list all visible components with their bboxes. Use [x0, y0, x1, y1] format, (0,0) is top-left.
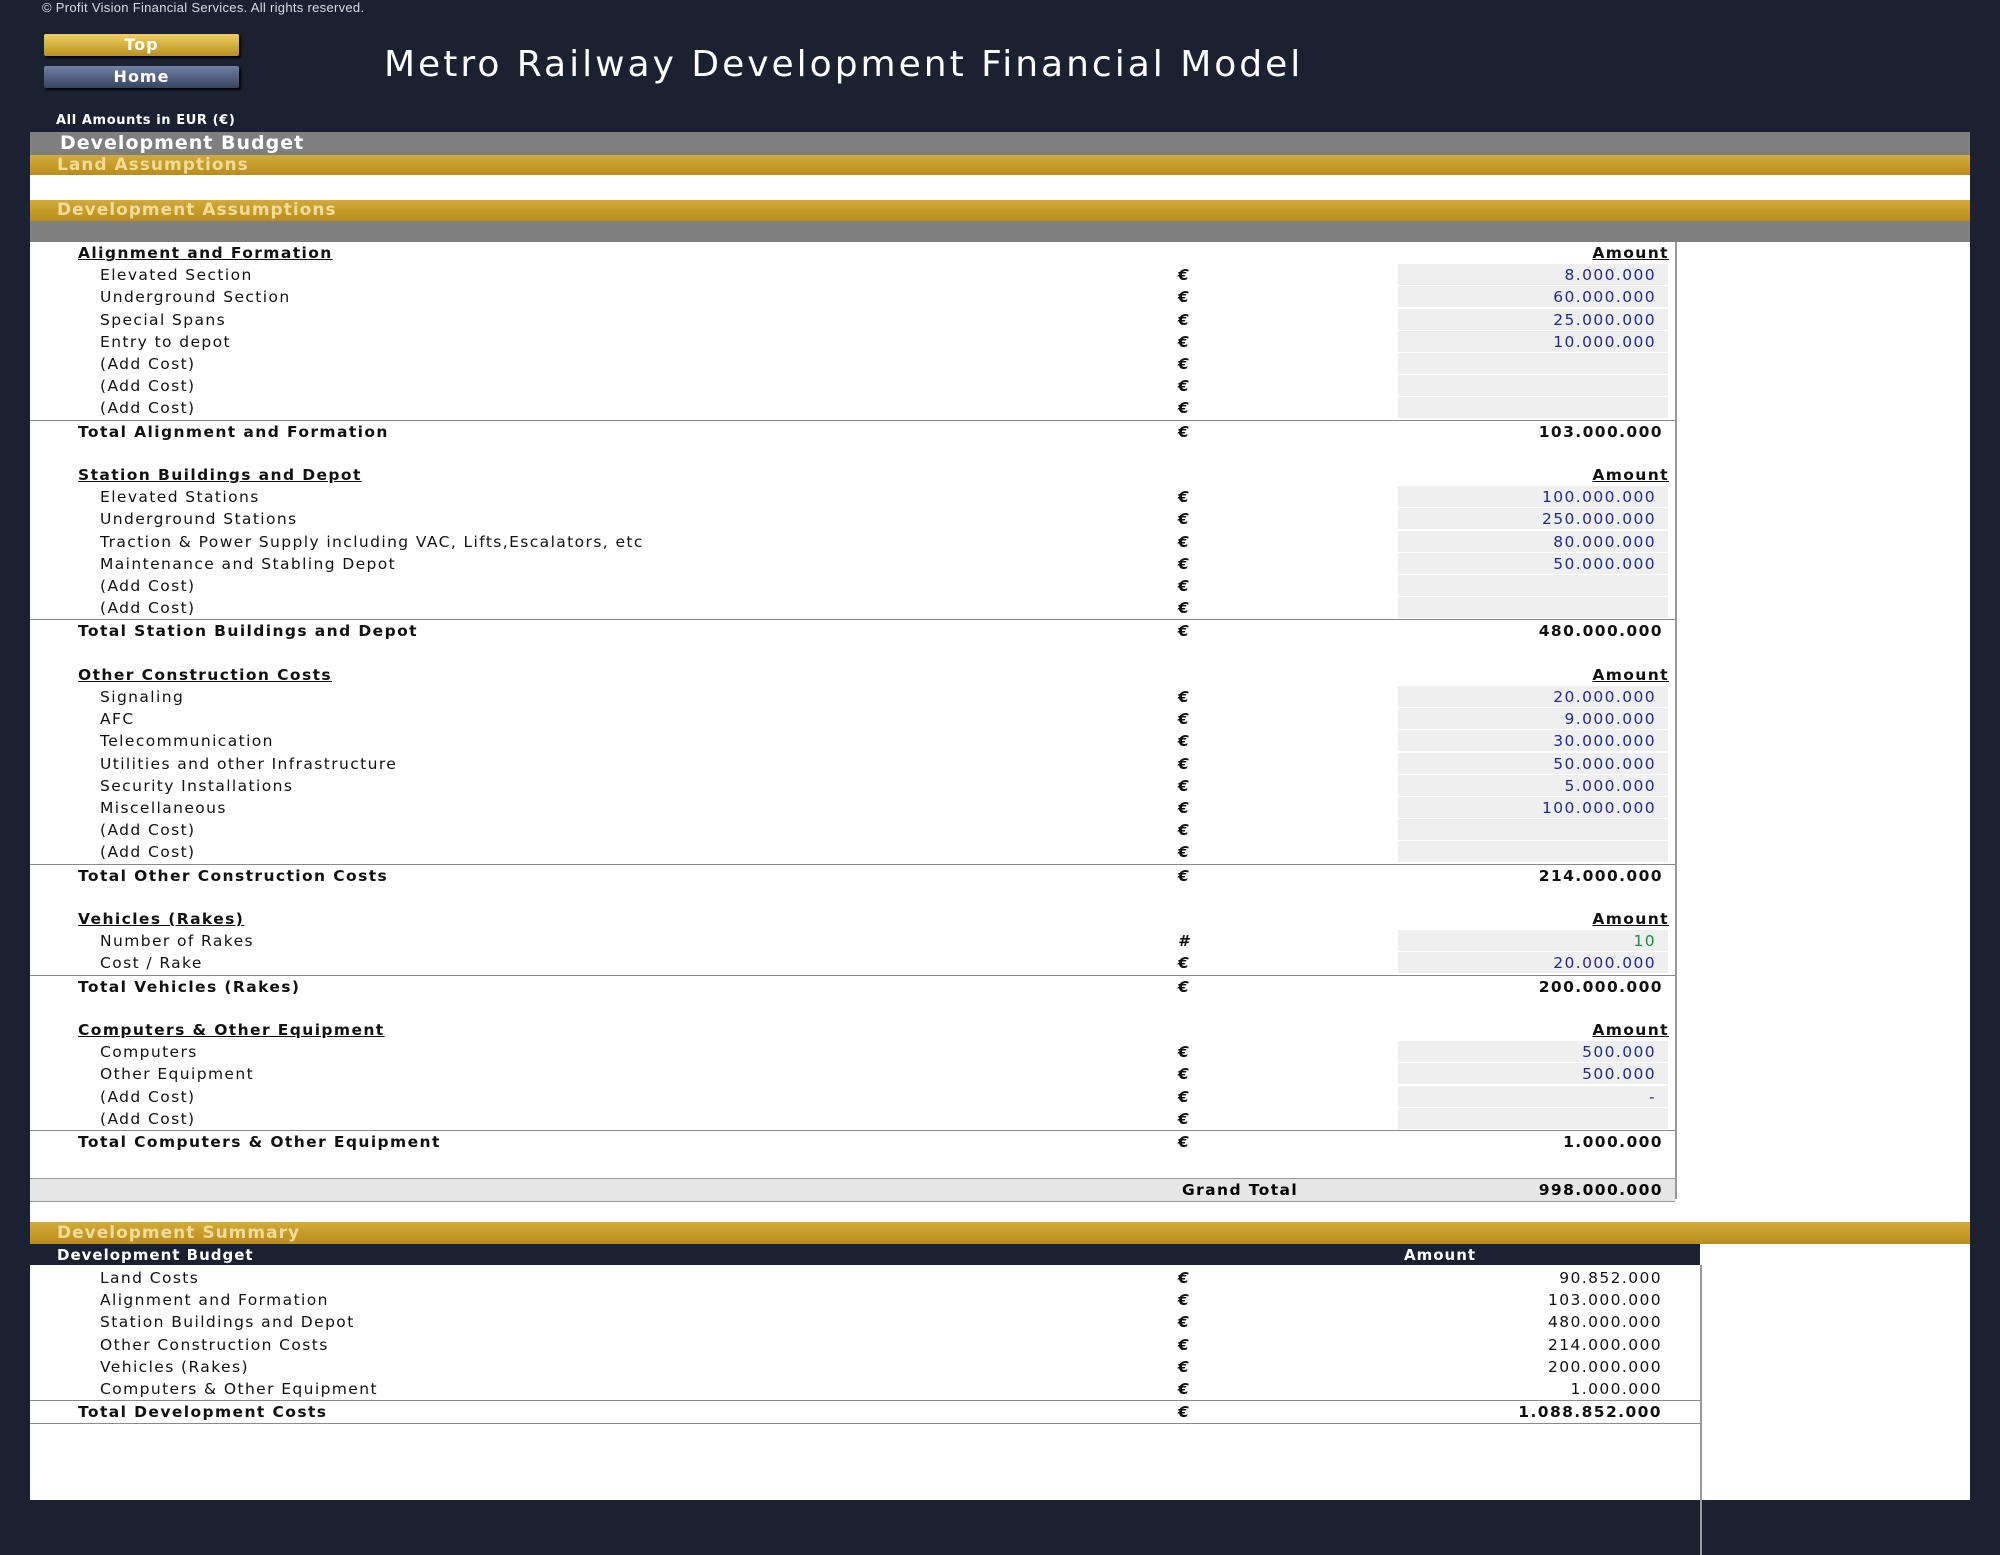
- summary-value: 1.000.000: [1570, 1380, 1662, 1398]
- line-item-row: [30, 375, 1675, 397]
- unit-symbol: €: [1178, 1313, 1191, 1332]
- summary-row: [30, 1356, 1700, 1378]
- section-title: Other Construction Costs: [78, 665, 333, 684]
- amount-column-header: Amount: [1592, 910, 1669, 928]
- line-item-label: (Add Cost): [100, 399, 196, 418]
- unit-symbol: €: [1178, 310, 1191, 329]
- unit-symbol: €: [1178, 554, 1191, 573]
- input-cell[interactable]: 25.000.000: [1398, 309, 1668, 331]
- input-cell[interactable]: 100.000.000: [1398, 797, 1668, 819]
- unit-symbol: €: [1178, 355, 1191, 373]
- total-row: [30, 1130, 1675, 1153]
- currency-note: All Amounts in EUR (€): [56, 113, 236, 128]
- line-item-row: [30, 531, 1675, 553]
- total-value: 214.000.000: [1538, 866, 1663, 885]
- input-cell[interactable]: 500.000: [1398, 1063, 1668, 1085]
- line-item-label: Utilities and other Infrastructure: [100, 754, 398, 773]
- unit-symbol: €: [1178, 1269, 1191, 1287]
- input-cell[interactable]: 100.000.000: [1398, 486, 1668, 508]
- input-cell[interactable]: 9.000.000: [1398, 708, 1668, 730]
- line-item-row: [30, 1041, 1675, 1063]
- line-item-label: AFC: [100, 710, 135, 729]
- total-value: 103.000.000: [1538, 422, 1663, 441]
- total-row: [30, 975, 1675, 998]
- summary-row: [30, 1267, 1700, 1289]
- input-cell[interactable]: 50.000.000: [1398, 753, 1668, 775]
- line-item-row: [30, 397, 1675, 419]
- line-item-label: Computers: [100, 1043, 198, 1062]
- unit-symbol: €: [1178, 1133, 1191, 1151]
- top-button[interactable]: Top: [44, 34, 239, 56]
- input-cell[interactable]: 60.000.000: [1398, 286, 1668, 308]
- input-cell[interactable]: 30.000.000: [1398, 730, 1668, 752]
- line-item-label: Other Equipment: [100, 1065, 255, 1084]
- line-item-row: [30, 930, 1675, 952]
- section-header-row: [30, 242, 1675, 264]
- line-item-label: Cost / Rake: [100, 954, 203, 973]
- unit-symbol: €: [1178, 1380, 1191, 1398]
- section-header-row: [30, 1019, 1675, 1041]
- line-item-label: Underground Section: [100, 288, 291, 307]
- unit-symbol: €: [1178, 1087, 1191, 1106]
- line-item-row: [30, 1063, 1675, 1085]
- line-item-row: [30, 730, 1675, 752]
- unit-symbol: €: [1178, 377, 1191, 396]
- development-summary-band[interactable]: Development Summary: [30, 1222, 1970, 1244]
- line-item-label: (Add Cost): [100, 599, 196, 618]
- summary-label: Computers & Other Equipment: [100, 1380, 378, 1398]
- total-label: Total Station Buildings and Depot: [78, 622, 418, 641]
- summary-total-label: Total Development Costs: [78, 1403, 328, 1422]
- total-value: 1.000.000: [1563, 1133, 1663, 1151]
- unit-symbol: €: [1178, 266, 1191, 285]
- grand-total-value: 998.000.000: [1538, 1181, 1663, 1199]
- unit-symbol: €: [1178, 710, 1191, 729]
- section-header-row: [30, 664, 1675, 686]
- development-assumptions-band[interactable]: Development Assumptions: [30, 200, 1970, 221]
- line-item-label: (Add Cost): [100, 821, 196, 840]
- line-item-label: (Add Cost): [100, 1109, 196, 1128]
- unit-symbol: €: [1178, 399, 1191, 418]
- amount-column-header: Amount: [1592, 466, 1669, 484]
- summary-label: Other Construction Costs: [100, 1335, 329, 1354]
- summary-total-value: 1.088.852.000: [1518, 1403, 1662, 1422]
- unit-symbol: €: [1178, 532, 1191, 551]
- unit-symbol: €: [1178, 821, 1191, 840]
- grand-total-row: [30, 1178, 1675, 1202]
- unit-symbol: €: [1178, 510, 1191, 529]
- unit-symbol: €: [1178, 688, 1191, 706]
- input-cell[interactable]: [1398, 353, 1668, 375]
- unit-symbol: €: [1178, 1291, 1191, 1310]
- unit-symbol: €: [1178, 1403, 1191, 1422]
- unit-symbol: €: [1178, 799, 1191, 817]
- total-value: 200.000.000: [1538, 977, 1663, 996]
- unit-symbol: €: [1178, 422, 1191, 441]
- line-item-row: [30, 508, 1675, 530]
- line-item-row: [30, 841, 1675, 863]
- assumptions-table: [30, 242, 1677, 1199]
- section-divider: [30, 221, 1970, 242]
- unit-symbol: €: [1178, 622, 1191, 641]
- line-item-row: [30, 753, 1675, 775]
- input-cell[interactable]: [1398, 597, 1668, 619]
- line-item-label: Miscellaneous: [100, 799, 227, 817]
- unit-symbol: €: [1178, 599, 1191, 618]
- section-header-row: [30, 908, 1675, 930]
- unit-symbol: €: [1178, 488, 1191, 507]
- unit-symbol: €: [1178, 1335, 1191, 1354]
- summary-label: Vehicles (Rakes): [100, 1357, 249, 1376]
- total-row: [30, 864, 1675, 887]
- section-title: Station Buildings and Depot: [78, 466, 362, 484]
- summary-row: [30, 1289, 1700, 1311]
- input-cell[interactable]: [1398, 819, 1668, 841]
- unit-symbol: €: [1178, 776, 1191, 795]
- total-row: [30, 619, 1675, 642]
- line-item-row: [30, 264, 1675, 286]
- land-assumptions-band[interactable]: Land Assumptions: [30, 155, 1970, 175]
- line-item-label: Elevated Stations: [100, 488, 260, 507]
- summary-value: 103.000.000: [1547, 1291, 1662, 1310]
- total-label: Total Other Construction Costs: [78, 866, 389, 885]
- summary-header: [30, 1244, 1700, 1265]
- summary-header-label: Development Budget: [57, 1246, 254, 1264]
- input-cell[interactable]: [1398, 397, 1668, 419]
- line-item-row: [30, 775, 1675, 797]
- development-budget-band: Development Budget: [30, 132, 1970, 155]
- line-item-row: [30, 353, 1675, 375]
- line-item-label: (Add Cost): [100, 377, 196, 396]
- line-item-row: [30, 686, 1675, 708]
- total-row: [30, 420, 1675, 443]
- summary-value: 200.000.000: [1547, 1357, 1662, 1376]
- line-item-row: [30, 331, 1675, 353]
- line-item-row: [30, 1108, 1675, 1130]
- input-cell[interactable]: 250.000.000: [1398, 508, 1668, 530]
- summary-label: Land Costs: [100, 1269, 200, 1287]
- line-item-label: Entry to depot: [100, 332, 232, 351]
- total-label: Total Computers & Other Equipment: [78, 1133, 441, 1151]
- summary-table: [30, 1265, 1702, 1555]
- input-cell[interactable]: 20.000.000: [1398, 686, 1668, 708]
- line-item-label: Special Spans: [100, 310, 227, 329]
- total-value: 480.000.000: [1538, 622, 1663, 641]
- summary-value: 480.000.000: [1547, 1313, 1662, 1332]
- unit-symbol: €: [1178, 732, 1191, 751]
- line-item-row: [30, 597, 1675, 619]
- summary-label: Alignment and Formation: [100, 1291, 329, 1310]
- line-item-label: Security Installations: [100, 776, 294, 795]
- line-item-row: [30, 708, 1675, 730]
- line-item-label: (Add Cost): [100, 577, 196, 595]
- copyright-text: © Profit Vision Financial Services. All rights reserved.: [42, 0, 365, 15]
- unit-symbol: €: [1178, 977, 1191, 996]
- unit-symbol: €: [1178, 843, 1191, 862]
- summary-row: [30, 1311, 1700, 1333]
- line-item-label: (Add Cost): [100, 1087, 196, 1106]
- unit-symbol: €: [1178, 1065, 1191, 1084]
- summary-row: [30, 1378, 1700, 1400]
- summary-total-row: [30, 1400, 1700, 1424]
- home-button[interactable]: Home: [44, 66, 239, 88]
- section-title: Computers & Other Equipment: [78, 1021, 385, 1039]
- summary-value: 90.852.000: [1559, 1269, 1662, 1287]
- line-item-label: Traction & Power Supply including VAC, Lifts,Escalators, etc: [100, 532, 644, 551]
- unit-symbol: €: [1178, 954, 1191, 973]
- line-item-row: [30, 553, 1675, 575]
- line-item-label: Underground Stations: [100, 510, 298, 529]
- summary-row: [30, 1334, 1700, 1356]
- input-cell[interactable]: [1398, 841, 1668, 863]
- line-item-row: [30, 575, 1675, 597]
- unit-symbol: €: [1178, 1043, 1191, 1062]
- section-header-row: [30, 464, 1675, 486]
- section-title: Vehicles (Rakes): [78, 910, 245, 928]
- total-label: Total Vehicles (Rakes): [78, 977, 301, 996]
- line-item-row: [30, 309, 1675, 331]
- summary-label: Station Buildings and Depot: [100, 1313, 355, 1332]
- input-cell[interactable]: 10: [1398, 930, 1668, 952]
- input-cell[interactable]: [1398, 1108, 1668, 1130]
- amount-column-header: Amount: [1592, 244, 1669, 262]
- line-item-row: [30, 286, 1675, 308]
- line-item-label: (Add Cost): [100, 843, 196, 862]
- unit-symbol: €: [1178, 288, 1191, 307]
- line-item-label: Maintenance and Stabling Depot: [100, 554, 397, 573]
- input-cell[interactable]: 50.000.000: [1398, 553, 1668, 575]
- input-cell[interactable]: -: [1398, 1086, 1668, 1108]
- input-cell[interactable]: 500.000: [1398, 1041, 1668, 1063]
- input-cell[interactable]: 80.000.000: [1398, 531, 1668, 553]
- line-item-row: [30, 819, 1675, 841]
- line-item-label: Elevated Section: [100, 266, 253, 285]
- input-cell[interactable]: 5.000.000: [1398, 775, 1668, 797]
- input-cell[interactable]: 8.000.000: [1398, 264, 1668, 286]
- line-item-label: Signaling: [100, 688, 185, 706]
- grand-total-label: Grand Total: [1182, 1181, 1299, 1199]
- line-item-row: [30, 797, 1675, 819]
- unit-symbol: €: [1178, 332, 1191, 351]
- line-item-row: [30, 486, 1675, 508]
- summary-value: 214.000.000: [1547, 1335, 1662, 1354]
- unit-symbol: €: [1178, 754, 1191, 773]
- line-item-label: Number of Rakes: [100, 932, 255, 951]
- summary-header-amount: Amount: [1404, 1246, 1477, 1264]
- line-item-row: [30, 1086, 1675, 1108]
- input-cell[interactable]: [1398, 375, 1668, 397]
- unit-symbol: €: [1178, 866, 1191, 885]
- unit-symbol: €: [1178, 577, 1191, 595]
- input-cell[interactable]: 20.000.000: [1398, 952, 1668, 974]
- worksheet: [30, 132, 1970, 1500]
- amount-column-header: Amount: [1592, 665, 1669, 684]
- line-item-row: [30, 952, 1675, 974]
- line-item-label: (Add Cost): [100, 355, 196, 373]
- unit-symbol: #: [1178, 932, 1191, 951]
- unit-symbol: €: [1178, 1109, 1191, 1128]
- line-item-label: Telecommunication: [100, 732, 274, 751]
- unit-symbol: €: [1178, 1357, 1191, 1376]
- section-title: Alignment and Formation: [78, 244, 333, 262]
- page-title: Metro Railway Development Financial Model: [384, 44, 1304, 85]
- input-cell[interactable]: [1398, 575, 1668, 597]
- input-cell[interactable]: 10.000.000: [1398, 331, 1668, 353]
- amount-column-header: Amount: [1592, 1021, 1669, 1039]
- total-label: Total Alignment and Formation: [78, 422, 389, 441]
